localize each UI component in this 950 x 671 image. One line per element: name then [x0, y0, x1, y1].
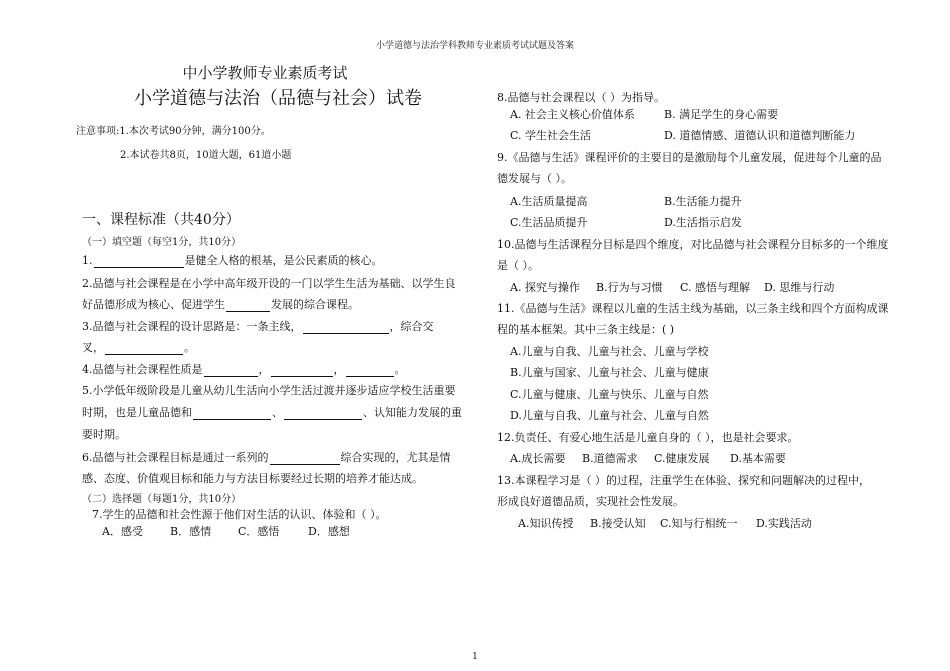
- section-heading: 一、课程标准（共40分）: [82, 212, 240, 228]
- question-9-option-d[interactable]: D.生活指示启发: [664, 216, 742, 229]
- question-8-option-c[interactable]: C. 学生社会生活: [510, 129, 592, 142]
- answer-blank[interactable]: [193, 408, 271, 420]
- question-5-line-2: 时期，也是儿童品德和 、 、认知能力发展的重: [82, 406, 462, 419]
- notes-line-1: 注意事项:1.本次考试90分钟，满分100分。: [76, 126, 271, 137]
- answer-blank[interactable]: [105, 343, 183, 355]
- option-c[interactable]: C.知与行相统一: [660, 517, 738, 530]
- question-6-line-2: 感、态度、价值观目标和能力与方法目标要经过长期的培养才能达成。: [82, 472, 423, 485]
- answer-blank[interactable]: [346, 365, 394, 377]
- page-header: 小学道德与法治学科教师专业素质考试试题及答案: [375, 41, 574, 51]
- answer-blank[interactable]: [226, 300, 270, 312]
- question-13-line-1: 13.本课程学习是（ ）的过程，注重学生在体验、探究和问题解决的过程中，: [497, 474, 870, 487]
- question-9-option-a[interactable]: A.生活质量提高: [510, 195, 588, 208]
- part-heading-choice: （二）选择题（每题1分，共10分）: [82, 494, 242, 505]
- question-9-option-c[interactable]: C.生活品质提升: [510, 216, 588, 229]
- question-1: 1. 是健全人格的根基，是公民素质的核心。: [82, 254, 383, 267]
- notes-line-2: 2.本试卷共8页，10道大题，61道小题: [120, 150, 292, 161]
- question-7-stem: 7.学生的品德和社会性源于他们对生活的认识、体验和（ ）。: [92, 508, 387, 521]
- question-9-line-2: 德发展与（ ）。: [497, 172, 572, 185]
- question-13-options: [518, 515, 812, 531]
- paper-title: 小学道德与法治（品德与社会）试卷: [134, 88, 422, 109]
- question-5-line-3: 要时期。: [82, 428, 126, 441]
- question-2-line-1: 2.品德与社会课程是在小学中高年级开设的一门以学生生活为基础、以学生良: [82, 277, 456, 290]
- option-d[interactable]: D.实践活动: [756, 517, 812, 530]
- exam-title: 中小学教师专业素质考试: [182, 64, 348, 82]
- question-12-options: [510, 450, 786, 466]
- option-d[interactable]: D.基本需要: [730, 452, 786, 465]
- question-3-line-1: 3.品德与社会课程的设计思路是：一条主线， ，综合交: [82, 320, 434, 333]
- question-4: 4.品德与社会课程性质是 ， ， 。: [82, 363, 406, 376]
- question-10-options: [510, 279, 834, 295]
- question-5-line-1: 5.小学低年级阶段是儿童从幼儿生活向小学生活过渡并逐步适应学校生活重要: [82, 384, 456, 397]
- part-heading-fill: （一）填空题（每空1分，共10分）: [82, 237, 242, 248]
- option-c[interactable]: C. 感悟与理解: [680, 281, 751, 294]
- question-8-option-b[interactable]: B. 满足学生的身心需要: [664, 108, 779, 121]
- question-8-stem: 8.品德与社会课程以（ ）为指导。: [497, 91, 665, 104]
- question-7-options: [102, 523, 350, 539]
- option-b[interactable]: B．感情: [170, 525, 212, 538]
- question-10-line-1: 10.品德与生活课程分目标是四个维度，对比品德与社会课程分目标多的一个维度: [497, 238, 889, 251]
- question-2-line-2: 好品德形成为核心、促进学生 发展的综合课程。: [82, 298, 359, 311]
- question-8-option-d[interactable]: D. 道德情感、道德认识和道德判断能力: [664, 129, 856, 142]
- question-11-option-d[interactable]: D.儿童与自我、儿童与社会、儿童与自然: [510, 409, 709, 422]
- question-9-line-1: 9.《品德与生活》课程评价的主要目的是激励每个儿童发展，促进每个儿童的品: [497, 151, 882, 164]
- answer-blank[interactable]: [94, 256, 184, 268]
- answer-blank[interactable]: [303, 322, 389, 334]
- option-d[interactable]: D．感想: [308, 525, 350, 538]
- answer-blank[interactable]: [271, 365, 333, 377]
- option-c[interactable]: C．感悟: [238, 525, 280, 538]
- page-number: 1: [472, 652, 478, 662]
- option-b[interactable]: B.道德需求: [582, 452, 638, 465]
- option-c[interactable]: C.健康发展: [654, 452, 710, 465]
- question-13-line-2: 形成良好道德品质，实现社会性发展。: [497, 495, 684, 508]
- answer-blank[interactable]: [284, 408, 362, 420]
- option-a[interactable]: A．感受: [102, 525, 143, 538]
- option-b[interactable]: B.接受认知: [590, 517, 646, 530]
- question-6-line-1: 6.品德与社会课程目标是通过一系列的 综合实现的，尤其是情: [82, 451, 451, 464]
- answer-blank[interactable]: [204, 365, 258, 377]
- option-b[interactable]: B.行为与习惯: [596, 281, 663, 294]
- question-11-option-b[interactable]: B.儿童与国家、儿童与社会、儿童与健康: [510, 366, 709, 379]
- question-3-line-2: 叉， 。: [82, 341, 195, 354]
- question-11-line-1: 11.《品德与生活》课程以儿童的生活主线为基础，以三条主线和四个方面构成课: [497, 302, 889, 315]
- option-d[interactable]: D. 思维与行动: [764, 281, 835, 294]
- question-12-stem: 12.负责任、有爱心地生活是儿童自身的（ ），也是社会要求。: [497, 431, 799, 444]
- question-11-line-2: 程的基本框架。其中三条主线是：( ): [497, 323, 675, 336]
- question-9-option-b[interactable]: B.生活能力提升: [664, 195, 742, 208]
- option-a[interactable]: A.知识传授: [518, 517, 574, 530]
- question-8-option-a[interactable]: A. 社会主义核心价值体系: [510, 108, 635, 121]
- answer-blank[interactable]: [270, 453, 340, 465]
- question-11-option-a[interactable]: A.儿童与自我、儿童与社会、儿童与学校: [510, 345, 709, 358]
- question-11-option-c[interactable]: C.儿童与健康、儿童与快乐、儿童与自然: [510, 388, 709, 401]
- option-a[interactable]: A.成长需要: [510, 452, 566, 465]
- option-a[interactable]: A. 探究与操作: [510, 281, 580, 294]
- question-10-line-2: 是（ ）。: [497, 259, 539, 272]
